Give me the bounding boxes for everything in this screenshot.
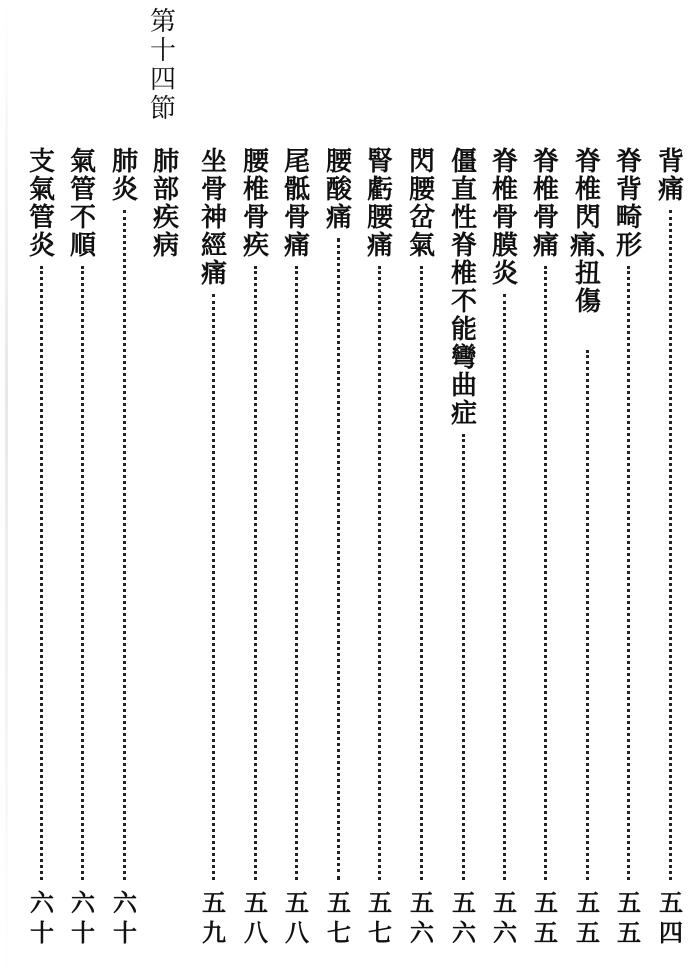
entry-page: 六十: [113, 888, 137, 947]
entry-page: 五九: [202, 888, 226, 947]
entry-title: 支氣管炎: [28, 147, 55, 261]
entry-title: 尾骶骨痛: [283, 147, 310, 261]
entry-title: 脊椎閃痛、扭傷: [570, 147, 623, 317]
entry-title: 背痛: [657, 147, 684, 205]
toc-entry[interactable]: [279, 148, 315, 948]
entry-page: 五八: [285, 888, 309, 947]
dot-leader: [378, 266, 385, 880]
entry-title: 肺炎: [111, 147, 138, 205]
dot-leader: [295, 266, 302, 880]
entry-page: 五七: [368, 888, 392, 947]
toc-entry[interactable]: [446, 148, 482, 948]
scan-margin: [5, 0, 8, 980]
entry-page: 五五: [576, 888, 600, 947]
toc-entry[interactable]: [487, 148, 523, 948]
toc-entry[interactable]: [404, 148, 440, 948]
dot-leader: [586, 350, 593, 880]
subheading-title: 肺部疾病: [152, 147, 179, 261]
entry-title: 閃腰岔氣: [408, 147, 435, 261]
toc-entry[interactable]: [362, 148, 398, 948]
entry-title: 氣管不順: [69, 147, 96, 261]
entry-page: 五五: [617, 888, 641, 947]
toc-subheading: [148, 148, 184, 948]
entry-page: 六十: [71, 888, 95, 947]
dot-leader: [254, 266, 261, 880]
toc-entry[interactable]: [196, 148, 232, 948]
toc-entry[interactable]: [107, 148, 143, 948]
entry-title: 脊背畸形: [615, 147, 642, 261]
entry-page: 五六: [452, 888, 476, 947]
toc-entry[interactable]: [65, 148, 101, 948]
dot-leader: [669, 210, 676, 880]
toc-entry[interactable]: [611, 148, 647, 948]
entry-title: 腎虧腰痛: [366, 147, 393, 261]
dot-leader: [462, 434, 469, 880]
entry-page: 五六: [493, 888, 517, 947]
toc-entry[interactable]: [528, 148, 564, 948]
dot-leader: [337, 238, 344, 880]
dot-leader: [212, 294, 219, 880]
toc-entry[interactable]: [653, 148, 689, 948]
entry-page: 五五: [534, 888, 558, 947]
dot-leader: [627, 266, 634, 880]
toc-entry[interactable]: [24, 148, 60, 948]
entry-page: 五七: [327, 888, 351, 947]
entry-title: 腰酸痛: [325, 147, 352, 233]
section-heading: 第十四節: [149, 7, 176, 124]
entry-title: 坐骨神經痛: [200, 147, 227, 289]
entry-page: 五四: [659, 888, 683, 947]
entry-page: 六十: [30, 888, 54, 947]
entry-title: 僵直性脊椎不能彎曲症: [450, 147, 477, 429]
dot-leader: [81, 266, 88, 880]
dot-leader: [123, 210, 130, 880]
toc-entry[interactable]: [238, 148, 274, 948]
entry-title: 腰椎骨疾: [242, 147, 269, 261]
toc-entry[interactable]: [321, 148, 357, 948]
entry-page: 五六: [410, 888, 434, 947]
dot-leader: [40, 266, 47, 880]
entry-page: 五八: [244, 888, 268, 947]
entry-title: 脊椎骨膜炎: [491, 147, 518, 289]
dot-leader: [503, 294, 510, 880]
toc-entry[interactable]: [570, 147, 623, 948]
dot-leader: [544, 266, 551, 880]
dot-leader: [420, 266, 427, 880]
entry-title: 脊椎骨痛: [532, 147, 559, 261]
